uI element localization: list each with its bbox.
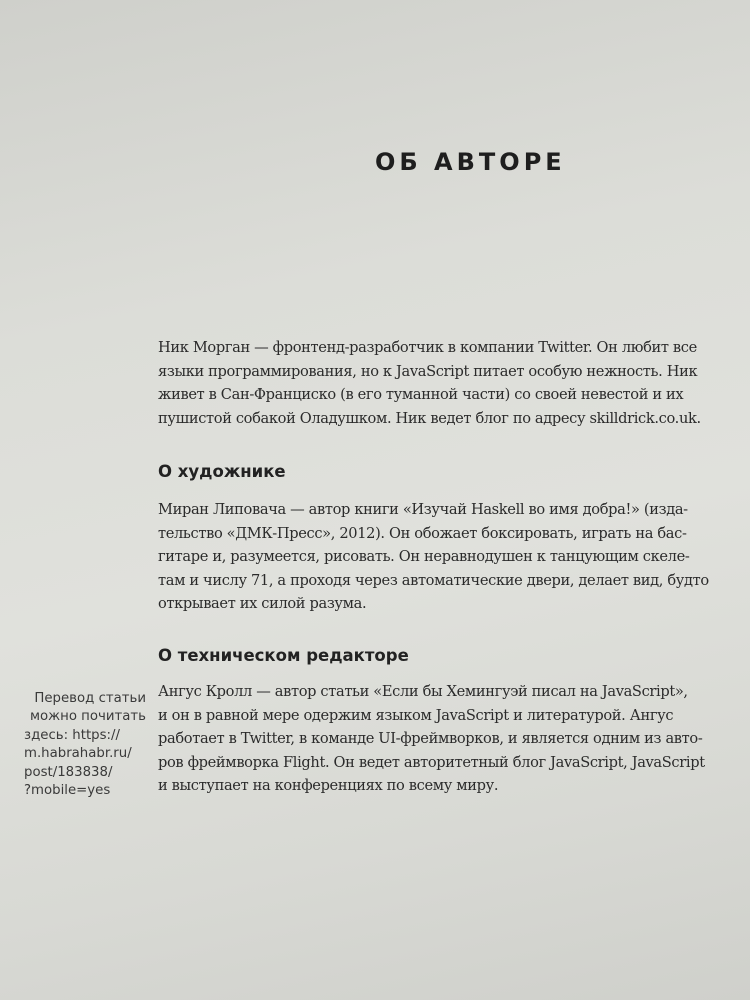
note-line: post/183838/ xyxy=(24,764,113,780)
margin-note xyxy=(24,690,152,800)
author-paragraph xyxy=(158,336,728,430)
note-line: Перевод статьи xyxy=(34,691,146,706)
text-line: и он в равной мере одержим языком JavaScript и литературой. Ангус xyxy=(158,706,674,724)
illustrator-paragraph xyxy=(158,498,728,616)
text-line: пушистой собакой Оладушком. Ник ведет блог по адресу skilldrick.co.uk. xyxy=(158,409,701,427)
illustrator-bio xyxy=(158,498,728,616)
tech-editor-paragraph xyxy=(158,680,728,798)
text-line: там и числу 71, а проходя через автоматические двери, делает вид, будто xyxy=(158,571,709,589)
chapter-title: ОБ АВТОРЕ xyxy=(375,148,566,176)
illustrator-heading: О художнике xyxy=(158,462,286,481)
text-line: живет в Сан-Франциско (в его туманной части) со своей невестой и их xyxy=(158,386,684,403)
text-line: Миран Липовача — автор книги «Изучай Haskell во имя добра!» (изда- xyxy=(158,501,688,518)
text-line: ров фреймворка Flight. Он ведет авторитетный блог JavaScript, JavaScript xyxy=(158,753,705,771)
tech-editor-bio xyxy=(158,680,728,798)
text-line: и выступает на конференциях по всему миру. xyxy=(158,777,499,794)
text-line: языки программирования, но к JavaScript питает особую нежность. Ник xyxy=(158,362,698,380)
note-line: ?mobile=yes xyxy=(24,783,111,799)
tech-editor-heading: О техническом редакторе xyxy=(158,646,409,665)
text-line: тельство «ДМК-Пресс», 2012). Он обожает боксировать, играть на бас- xyxy=(158,524,687,542)
text-line: работает в Twitter, в команде UI-фреймворков, и является одним из авто- xyxy=(158,730,703,747)
text-line: Ник Морган — фронтенд-разработчик в компании Twitter. Он любит все xyxy=(158,339,697,356)
text-line: гитаре и, разумеется, рисовать. Он неравнодушен к танцующим скеле- xyxy=(158,548,690,565)
author-bio xyxy=(158,336,728,430)
text-line: открывает их силой разума. xyxy=(158,595,367,612)
note-line: можно почитать xyxy=(29,709,146,725)
note-line: m.habrahabr.ru/ xyxy=(24,746,132,762)
note-line: здесь: https:// xyxy=(24,727,120,743)
text-line: Ангус Кролл — автор статьи «Если бы Хемингуэй писал на JavaScript», xyxy=(158,683,688,700)
